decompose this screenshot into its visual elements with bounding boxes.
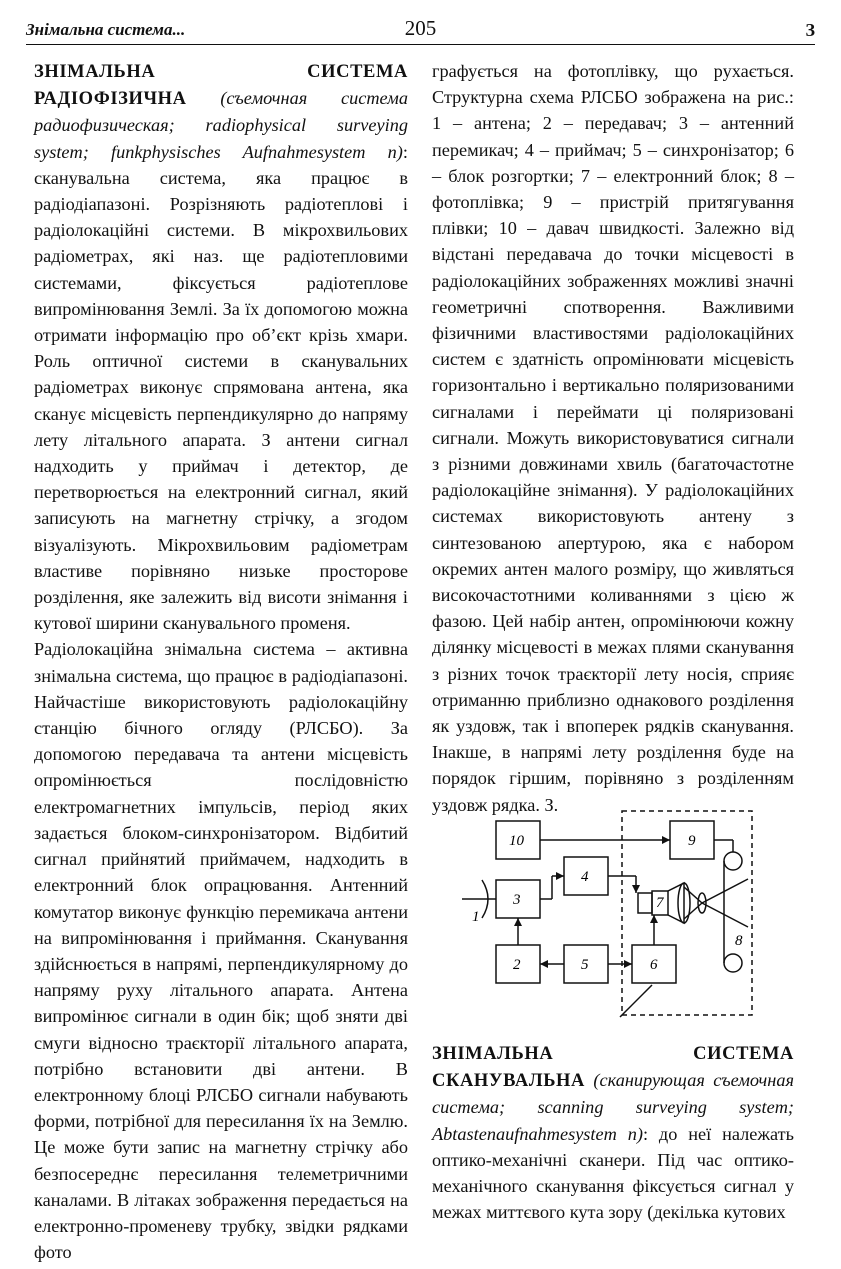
page-header bbox=[26, 18, 815, 44]
diagram-label-3: 3 bbox=[513, 892, 521, 908]
diagram-label-4: 4 bbox=[581, 869, 589, 885]
entry-scanning bbox=[432, 1040, 794, 1225]
running-head: Знімальна система... bbox=[26, 20, 186, 39]
radar-paragraph: Радіолокаційна знімальна система – активна знімальна система, що працює в радіодіапазоні. Найчастіше використовують радіолокаційну станцію бічного огляду (РЛСБО). За допомогою передавача та антени місцевість опромінюється послідовністю електромагнетних імпульсів, період яких задається блоком-синхронізатором. Відбитий сигнал прийнятий приймачем, надходить в електронний блок опрацювання. Антенний комутатор виконує функцію перемикача антени на випромінювання і приймання. Сканування здійснюється в напрямі, перпендикулярному до напряму руху літального апарата. Антена випромінює сигнали в один бік; щоб зняти дві смуги відносно траєкторії літального апарата, потрібно встановити дві антени. В електронному блоці РЛСБО сигнали набувають форми, потрібної для пересилання їх на Землю. Це може бути запис на магнетну стрічку або безпосереднє пересилання телеметричними каналами. В літаках зображення передається на електронно-променеву трубку, звідки рядками фото bbox=[34, 639, 408, 1263]
entry-translations: (сканирующая съемочная система; scanning surveying system; Abtastenaufnahmesystem n) bbox=[432, 1070, 794, 1144]
entry-term: ЗНІМАЛЬНА СИСТЕМА СКАНУВАЛЬНА bbox=[432, 1044, 794, 1092]
entry-definition: : до неї належать оптико-механічні сканери. Під час оптико-механічного сканування фіксується сигнал у межах миттєвого кута зору (декілька кутових bbox=[432, 1123, 794, 1223]
entry-translations: (съемочная система радиофизическая; radiophysical surveying system; funkphysisches Aufnahmesystem n) bbox=[34, 88, 408, 162]
entry-term: ЗНІМАЛЬНА СИСТЕМА РАДІОФІЗИЧНА bbox=[34, 62, 408, 110]
diagram-label-5: 5 bbox=[581, 957, 589, 973]
diagram-label-7: 7 bbox=[656, 895, 664, 911]
diagram-label-1: 1 bbox=[472, 909, 480, 925]
right-column bbox=[432, 58, 794, 818]
left-column bbox=[34, 58, 408, 1265]
diagram-label-2: 2 bbox=[513, 957, 521, 973]
entry-definition: : сканувальна система, яка працює в радіодіапазоні. Розрізняють радіотеплові і радіолокаційні системи. В мікрохвильових радіометрах, які наз. ще радіотепловими системами, фіксується радіотеплове випромінювання Землі. За їх допомогою можна отримати інформацію про об’єкт крізь хмари. Роль оптичної системи в сканувальних радіометрах виконує спрямована антена, яка сканує місцевість перпендикулярно до напряму лету літального апарата. З антени сигнал надходить у приймач і детектор, де перетворюється на електронний сигнал, який записують на магнетну стрічку, а згодом візуалізують. Мікрохвильовим радіометрам властиве порівняно низьке просторове розділення, яке залежить від висоти знімання і кутової ширини сканувального променя. bbox=[34, 141, 408, 634]
diagram-label-10: 10 bbox=[509, 833, 524, 849]
entry-radiophysical bbox=[34, 58, 408, 636]
diagram-label-6: 6 bbox=[650, 957, 658, 973]
header-rule bbox=[26, 44, 815, 45]
page-number: 205 bbox=[404, 16, 437, 40]
diagram-label-9: 9 bbox=[688, 833, 696, 849]
diagram-label-8: 8 bbox=[735, 933, 743, 949]
right-text: графується на фотоплівку, що рухається. Структурна схема РЛСБО зображена на рис.: 1 – антена; 2 – передавач; 3 – антенний перемикач; 4 – приймач; 5 – синхронізатор; 6 – блок розгортки; 7 – електронний блок; 8 – фотоплівка; 9 – пристрій притягування плівки; 10 – давач швидкості. Залежно від відстані передавача до точки місцевості в радіолокаційних зображеннях можливі значні геометричні спотворення. Важливими фізичними властивостями радіолокаційних систем є здатність опромінювати місцевість горизонтально і вертикально поляризованими сигналами і переймати ці поляризовані сигнали. Можуть використовуватися сигнали з різними довжинами хвиль (багаточастотне радіолокаційне знімання). У радіолокаційних системах використовують антену з синтезованою апертурою, яка є набором окремих антен малого розміру, що живляться високочастотними коливаннями з цією ж фазою. Цей набір антен, опромінюючи кожну ділянку місцевості в межах плями сканування з різних точок траєкторії лету носія, сприяє отриманню приблизно однакового розділення як уздовж, так і впоперек рядків сканування. Інакше, в напрямі лету розділення буде на порядок гіршим, порівняно з розділенням уздовж рядка. З. bbox=[432, 61, 794, 815]
section-letter: З bbox=[805, 20, 815, 40]
rlsbo-block-diagram bbox=[452, 805, 762, 1025]
